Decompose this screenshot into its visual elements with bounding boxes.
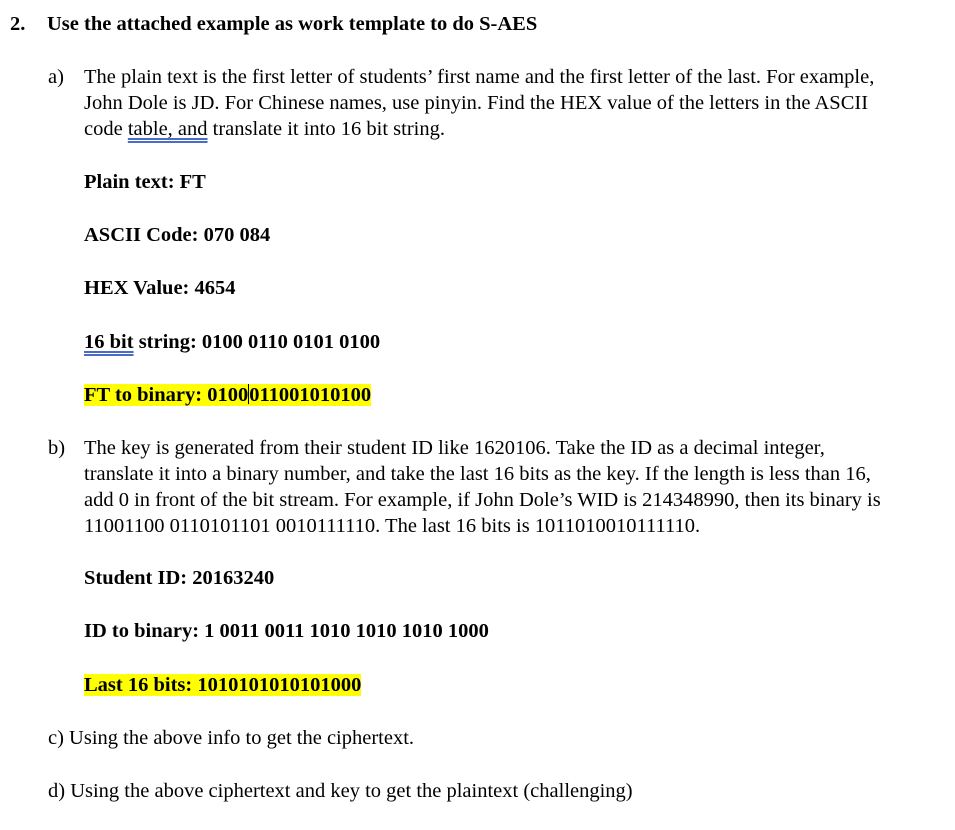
part-a-line-3-prefix: code [84, 118, 128, 140]
question-number: 2. [10, 13, 26, 35]
bit-string-value: string: 0100 0110 0101 0100 [133, 331, 381, 353]
part-a-line-1: The plain text is the first letter of students’ first name and the first letter of the last. For example, [84, 66, 875, 88]
student-id-answer: Student ID: 20163240 [84, 567, 275, 589]
part-c: c) Using the above info to get the ciphertext. [48, 727, 415, 749]
part-b-line-2: translate it into a binary number, and take the last 16 bits as the key. If the length is less than 16, [84, 463, 871, 485]
id-binary-answer: ID to binary: 1 0011 0011 1010 1010 1010 1000 [84, 620, 489, 642]
part-a-marker: a) [48, 66, 64, 88]
last-bits-answer [84, 672, 361, 698]
last-bits-highlight: Last 16 bits: 1010101010101000 [84, 674, 362, 696]
hex-value-answer: HEX Value: 4654 [84, 277, 236, 299]
bit-string-flagged: 16 bit [84, 331, 134, 353]
plain-text-answer: Plain text: FT [84, 171, 206, 193]
bit-string-answer [84, 329, 380, 355]
binary-answer [84, 382, 371, 408]
part-b-line-4: 11001100 0110101101 0010111110. The last 16 bits is 1011010010111110. [84, 515, 701, 537]
part-a-line-3 [84, 116, 445, 142]
part-b-line-3: add 0 in front of the bit stream. For example, if John Dole’s WID is 214348990, then its binary is [84, 489, 881, 511]
part-d: d) Using the above ciphertext and key to get the plaintext (challenging) [48, 780, 633, 802]
part-b-marker: b) [48, 437, 66, 459]
binary-prefix: FT to binary: 0100 [84, 384, 249, 406]
part-a-line-3-suffix: translate it into 16 bit string. [207, 118, 445, 140]
ascii-code-answer: ASCII Code: 070 084 [84, 224, 271, 246]
grammar-flag-text: table, and [127, 118, 208, 140]
binary-answer-highlight [84, 384, 371, 406]
binary-suffix: 011001010100 [249, 384, 372, 406]
part-a-line-2: John Dole is JD. For Chinese names, use pinyin. Find the HEX value of the letters in the ASCII [84, 92, 869, 114]
question-title: Use the attached example as work template to do S-AES [47, 13, 538, 35]
part-b-line-1: The key is generated from their student ID like 1620106. Take the ID as a decimal integer, [84, 437, 825, 459]
